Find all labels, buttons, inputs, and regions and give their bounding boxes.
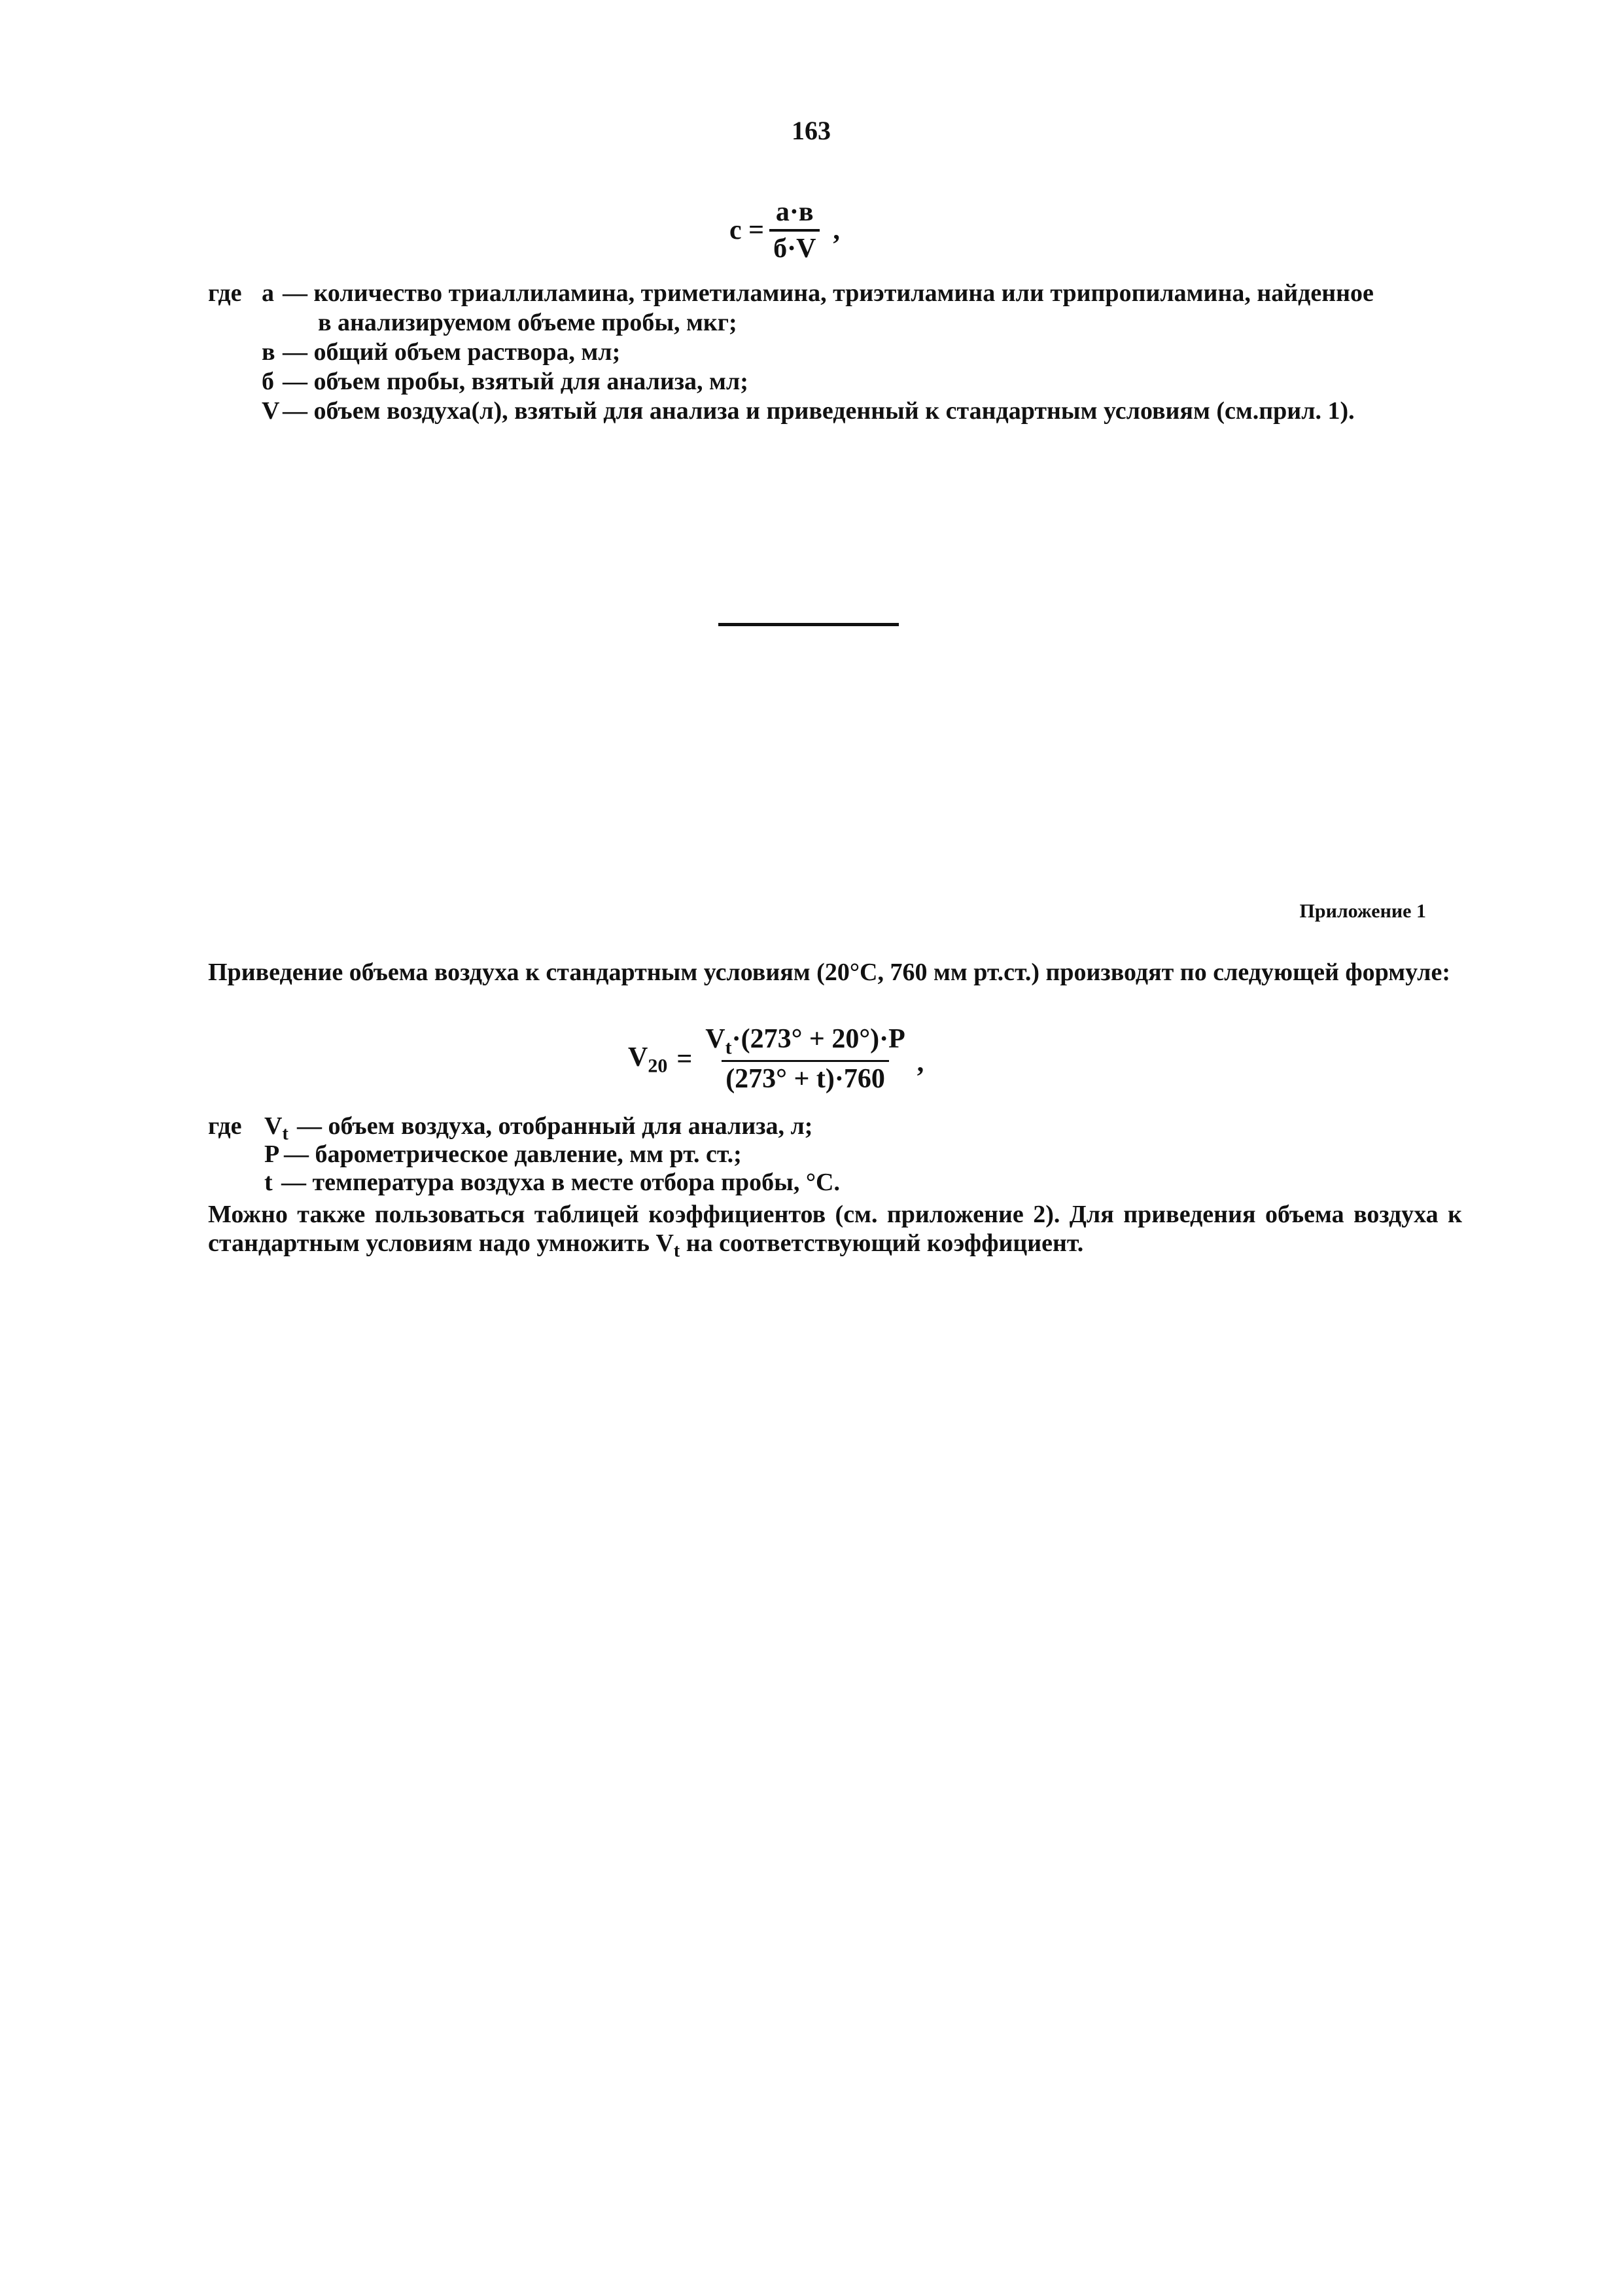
definition-text: — общий объем раствора, мл; xyxy=(283,338,621,366)
appendix-label: Приложение 1 xyxy=(1299,900,1426,922)
formula2-numerator xyxy=(701,1023,909,1060)
definition-symbol: в xyxy=(262,338,275,366)
definition-symbol-sub: t xyxy=(282,1123,288,1144)
formula2-lhs xyxy=(628,1042,667,1077)
definition-text: — барометрическое давление, мм рт. ст.; xyxy=(284,1140,742,1168)
note-text-1: Можно также пользоваться таблицей коэффициентов (см. приложение 2). Для приведения объема воздуха к стандартным условиям надо умножить xyxy=(208,1201,1462,1257)
formula2-num-base: V xyxy=(705,1024,725,1054)
formula-denominator: б·V xyxy=(769,229,820,264)
formula2-lhs-sub: 20 xyxy=(648,1054,668,1076)
formula-comma: , xyxy=(833,215,840,245)
where-keyword: где xyxy=(208,1112,242,1140)
formula2-fraction xyxy=(701,1023,909,1095)
page-number: 163 xyxy=(792,116,831,145)
definition-text: — температура воздуха в месте отбора пробы, °С. xyxy=(281,1169,840,1196)
formula-volume-conversion xyxy=(628,1023,924,1095)
note-paragraph xyxy=(208,1200,1462,1266)
note-symbol-sub: t xyxy=(673,1241,680,1262)
definition-symbol: б xyxy=(262,368,274,395)
formula-numerator: а·в xyxy=(775,197,814,227)
formula2-denominator: (273° + t)·760 xyxy=(722,1060,889,1095)
formula2-num-rest: ·(273° + 20°)·P xyxy=(731,1024,905,1054)
intro-paragraph xyxy=(208,958,1462,987)
note-text-2: на соответствующий коэффициент. xyxy=(686,1229,1084,1257)
definition-text: — объем воздуха, отобранный для анализа, л; xyxy=(297,1112,813,1140)
definition-text: — объем воздуха(л), взятый для анализа и приведенный к стандартным условиям (см.прил. 1). xyxy=(283,397,1355,425)
intro-text: Приведение объема воздуха к стандартным условиям (20°С, 760 мм рт.ст.) производят по следующей формуле: xyxy=(208,959,1450,986)
formula-concentration xyxy=(729,196,840,264)
formula-lhs: c = xyxy=(729,215,765,245)
definition-symbol: V xyxy=(262,397,280,425)
formula2-num-sub: t xyxy=(725,1036,732,1059)
where-keyword: где xyxy=(208,279,242,307)
note-symbol xyxy=(655,1229,680,1262)
formula-fraction xyxy=(769,196,820,264)
definition-symbol: P xyxy=(264,1140,280,1168)
note-symbol-base: V xyxy=(655,1229,674,1257)
definition-text: — количество триаллиламина, триметиламина, триэтиламина или трипропиламина, найденное xyxy=(283,279,1374,307)
formula2-comma: , xyxy=(916,1047,924,1078)
definition-symbol-base: V xyxy=(264,1112,283,1140)
definition-text: в анализируемом объеме пробы, мкг; xyxy=(318,309,737,336)
definition-symbol: t xyxy=(264,1169,273,1196)
definition-text: — объем пробы, взятый для анализа, мл; xyxy=(283,368,748,395)
definition-symbol: а xyxy=(262,279,274,307)
section-divider xyxy=(718,623,899,626)
formula2-equals: = xyxy=(676,1044,693,1074)
formula2-lhs-base: V xyxy=(628,1042,648,1072)
